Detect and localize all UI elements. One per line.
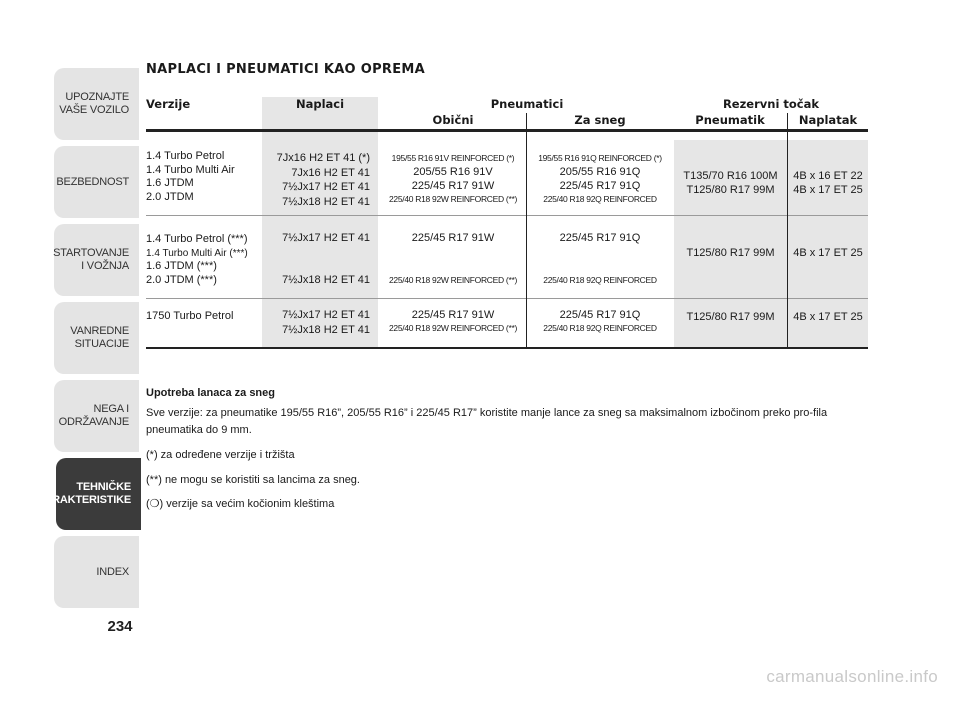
sidebar-tab-index[interactable]: INDEX bbox=[54, 536, 139, 608]
snow-chains-heading: Upotreba lanaca za sneg bbox=[146, 387, 275, 399]
table-row-3-rims: 7½Jx17 H2 ET 41 7½Jx18 H2 ET 41 bbox=[282, 309, 370, 336]
sidebar-tab-bezbednost[interactable]: BEZBEDNOST bbox=[54, 146, 139, 218]
table-row-2-normal-tyres: 225/45 R17 91W 225/40 R18 92W REINFORCED (**) bbox=[389, 232, 517, 285]
table-row-2-spare-rim: 4B x 17 ET 25 bbox=[793, 247, 863, 259]
watermark: carmanualsonline.info bbox=[766, 667, 938, 686]
table-row-3-spare-rim: 4B x 17 ET 25 bbox=[793, 311, 863, 323]
sidebar-tab-vanredne[interactable]: VANREDNE SITUACIJE bbox=[54, 302, 139, 374]
header-rims: Naplaci bbox=[295, 97, 345, 111]
sidebar-tab-upoznajte[interactable]: UPOZNAJTE VAŠE VOZILO bbox=[54, 68, 139, 140]
row-divider-2 bbox=[146, 298, 868, 299]
table-row-1-normal-tyres: 195/55 R16 91V REINFORCED (*) 205/55 R16 91V 225/45 R17 91W 225/40 R18 92W REINFORCED (**) bbox=[389, 153, 517, 204]
table-row-2-snow-tyres: 225/45 R17 91Q 225/40 R18 92Q REINFORCED bbox=[543, 232, 657, 285]
header-tyres-normal: Obični bbox=[432, 113, 474, 127]
header-versions: Verzije bbox=[146, 97, 191, 111]
sidebar-tab-startovanje[interactable]: STARTOVANJE I VOŽNJA bbox=[54, 224, 139, 296]
header-tyres-snow: Za sneg bbox=[574, 113, 626, 127]
footnote-2: (**) ne mogu se koristiti sa lancima za sneg. bbox=[146, 474, 360, 486]
sidebar-tab-nega[interactable]: NEGA I ODRŽAVANJE bbox=[54, 380, 139, 452]
table-row-3-versions: 1750 Turbo Petrol bbox=[146, 310, 234, 322]
table-row-3-spare-tyre: T125/80 R17 99M bbox=[686, 311, 775, 323]
table-row-3-normal-tyres: 225/45 R17 91W 225/40 R18 92W REINFORCED (**) bbox=[389, 309, 517, 333]
table-row-2-versions: 1.4 Turbo Petrol (***) 1.4 Turbo Multi Air (***) 1.6 JTDM (***) 2.0 JTDM (***) bbox=[146, 233, 248, 286]
sidebar-tab-tehnicke[interactable]: TEHNIČKE KARAKTERISTIKE bbox=[56, 458, 141, 530]
table-row-1-snow-tyres: 195/55 R16 91Q REINFORCED (*) 205/55 R16 91Q 225/45 R17 91Q 225/40 R18 92Q REINFORCED bbox=[538, 153, 662, 204]
snow-chains-paragraph: Sve verzije: za pneumatike 195/55 R16”, 205/55 R16” i 225/45 R17” koristite manje lance za sneg sa maksimalnom izbočinom preko pro-fila pneumatika do 9 mm. bbox=[146, 407, 828, 436]
row-divider-1 bbox=[146, 215, 868, 216]
table-row-2-spare-tyre: T125/80 R17 99M bbox=[686, 247, 775, 259]
table-row-2-rims: 7½Jx17 H2 ET 41 7½Jx18 H2 ET 41 bbox=[282, 232, 370, 286]
header-rule bbox=[146, 129, 868, 132]
header-tyres: Pneumatici bbox=[490, 97, 564, 111]
footnote-1: (*) za određene verzije i tržišta bbox=[146, 449, 295, 461]
header-spare: Rezervni točak bbox=[722, 97, 820, 111]
header-spare-rim: Naplatak bbox=[798, 113, 858, 127]
table-row-1-rims: 7Jx16 H2 ET 41 (*) 7Jx16 H2 ET 41 7½Jx17 H2 ET 41 7½Jx18 H2 ET 41 bbox=[276, 152, 370, 208]
bottom-rule bbox=[146, 347, 868, 349]
header-spare-tyre: Pneumatik bbox=[695, 113, 765, 127]
table-row-3-snow-tyres: 225/45 R17 91Q 225/40 R18 92Q REINFORCED bbox=[543, 309, 657, 333]
table-row-1-versions: 1.4 Turbo Petrol 1.4 Turbo Multi Air 1.6 JTDM 2.0 JTDM bbox=[146, 150, 235, 203]
page-title: NAPLACI I PNEUMATICI KAO OPREMA bbox=[146, 62, 425, 77]
page-number: 234 bbox=[107, 618, 133, 635]
table-row-1-spare-tyre: T135/70 R16 100M T125/80 R17 99M bbox=[683, 170, 778, 196]
table-row-1-spare-rim: 4B x 16 ET 22 4B x 17 ET 25 bbox=[793, 170, 863, 196]
footnote-3: (❍) verzije sa većim kočionim kleštima bbox=[146, 498, 335, 510]
